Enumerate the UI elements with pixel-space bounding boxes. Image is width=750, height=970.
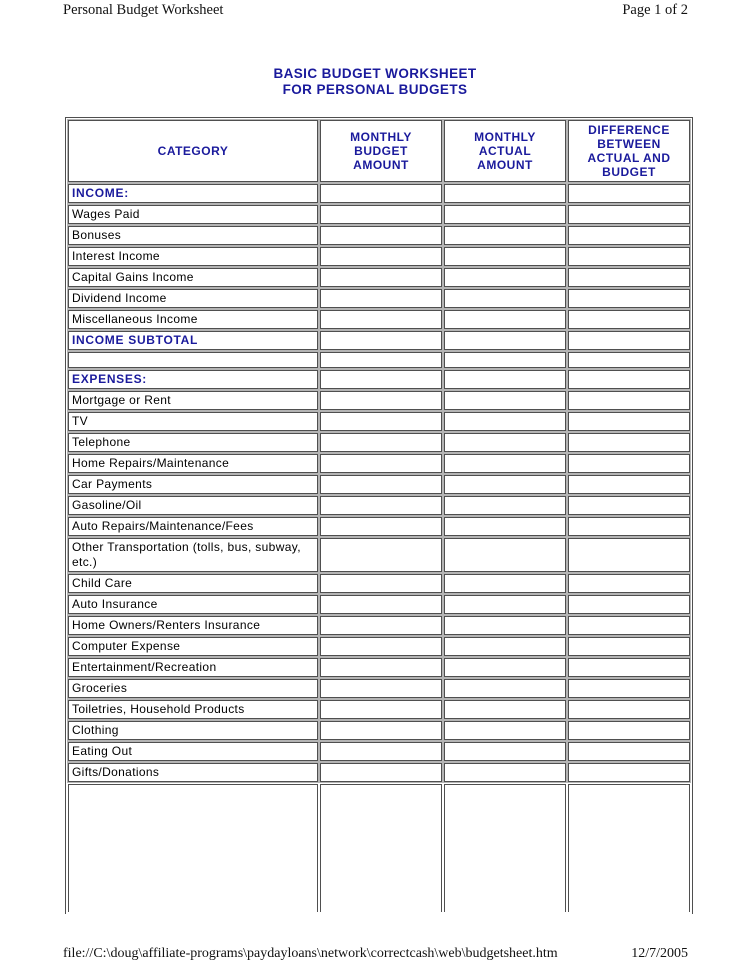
actual-amount-cell <box>444 721 566 740</box>
table-row <box>68 412 690 431</box>
table-row <box>68 595 690 614</box>
budget-amount-cell <box>320 226 442 245</box>
column-header: DIFFERENCE BETWEEN ACTUAL AND BUDGET <box>568 120 690 182</box>
category-cell <box>68 784 318 912</box>
category-cell: Auto Repairs/Maintenance/Fees <box>68 517 318 536</box>
budget-amount-cell <box>320 496 442 515</box>
actual-amount-cell <box>444 352 566 368</box>
category-cell: Dividend Income <box>68 289 318 308</box>
table-row <box>68 784 690 912</box>
budget-amount-cell <box>320 412 442 431</box>
difference-cell <box>568 763 690 782</box>
category-cell: Eating Out <box>68 742 318 761</box>
category-cell: Computer Expense <box>68 637 318 656</box>
actual-amount-cell <box>444 658 566 677</box>
difference-cell <box>568 538 690 572</box>
budget-amount-cell <box>320 700 442 719</box>
actual-amount-cell <box>444 247 566 266</box>
table-row <box>68 370 690 389</box>
budget-amount-cell <box>320 268 442 287</box>
budget-amount-cell <box>320 205 442 224</box>
actual-amount-cell <box>444 475 566 494</box>
budget-amount-cell <box>320 517 442 536</box>
category-cell: TV <box>68 412 318 431</box>
category-cell: Clothing <box>68 721 318 740</box>
category-cell: Miscellaneous Income <box>68 310 318 329</box>
table-row <box>68 310 690 329</box>
table-row <box>68 700 690 719</box>
difference-cell <box>568 331 690 350</box>
actual-amount-cell <box>444 331 566 350</box>
actual-amount-cell <box>444 454 566 473</box>
category-cell: INCOME SUBTOTAL <box>68 331 318 350</box>
actual-amount-cell <box>444 268 566 287</box>
difference-cell <box>568 310 690 329</box>
category-cell: Interest Income <box>68 247 318 266</box>
category-cell: Gifts/Donations <box>68 763 318 782</box>
category-cell: Auto Insurance <box>68 595 318 614</box>
difference-cell <box>568 433 690 452</box>
budget-amount-cell <box>320 184 442 203</box>
table-row <box>68 247 690 266</box>
difference-cell <box>568 391 690 410</box>
category-cell: Entertainment/Recreation <box>68 658 318 677</box>
actual-amount-cell <box>444 784 566 912</box>
table-row <box>68 331 690 350</box>
actual-amount-cell <box>444 763 566 782</box>
budget-amount-cell <box>320 310 442 329</box>
worksheet-title-line2: FOR PERSONAL BUDGETS <box>282 82 468 97</box>
budget-amount-cell <box>320 538 442 572</box>
print-footer <box>63 946 688 962</box>
print-date: 12/7/2005 <box>631 946 688 961</box>
actual-amount-cell <box>444 184 566 203</box>
budget-amount-cell <box>320 616 442 635</box>
table-row <box>68 637 690 656</box>
category-cell: Other Transportation (tolls, bus, subway, etc.) <box>68 538 318 572</box>
worksheet-title-line1: BASIC BUDGET WORKSHEET <box>273 66 477 81</box>
table-row <box>68 538 690 572</box>
difference-cell <box>568 721 690 740</box>
table-row <box>68 742 690 761</box>
column-header: MONTHLY BUDGET AMOUNT <box>320 120 442 182</box>
budget-amount-cell <box>320 454 442 473</box>
table-row <box>68 184 690 203</box>
actual-amount-cell <box>444 574 566 593</box>
category-cell: Groceries <box>68 679 318 698</box>
table-row <box>68 475 690 494</box>
difference-cell <box>568 412 690 431</box>
column-header: MONTHLY ACTUAL AMOUNT <box>444 120 566 182</box>
budget-amount-cell <box>320 721 442 740</box>
actual-amount-cell <box>444 412 566 431</box>
actual-amount-cell <box>444 391 566 410</box>
category-cell: Toiletries, Household Products <box>68 700 318 719</box>
category-cell: Capital Gains Income <box>68 268 318 287</box>
difference-cell <box>568 247 690 266</box>
table-row <box>68 658 690 677</box>
worksheet-title <box>0 66 750 98</box>
category-cell: Home Repairs/Maintenance <box>68 454 318 473</box>
table-header-row <box>68 120 690 182</box>
budget-amount-cell <box>320 370 442 389</box>
actual-amount-cell <box>444 637 566 656</box>
difference-cell <box>568 574 690 593</box>
actual-amount-cell <box>444 496 566 515</box>
difference-cell <box>568 658 690 677</box>
budget-amount-cell <box>320 637 442 656</box>
difference-cell <box>568 454 690 473</box>
actual-amount-cell <box>444 595 566 614</box>
table-row <box>68 616 690 635</box>
budget-amount-cell <box>320 595 442 614</box>
category-cell: EXPENSES: <box>68 370 318 389</box>
table-row <box>68 454 690 473</box>
actual-amount-cell <box>444 616 566 635</box>
table-row <box>68 574 690 593</box>
table-row <box>68 679 690 698</box>
table-row <box>68 289 690 308</box>
table-row <box>68 496 690 515</box>
actual-amount-cell <box>444 742 566 761</box>
actual-amount-cell <box>444 679 566 698</box>
table-row <box>68 433 690 452</box>
actual-amount-cell <box>444 310 566 329</box>
actual-amount-cell <box>444 700 566 719</box>
actual-amount-cell <box>444 226 566 245</box>
table-row <box>68 352 690 368</box>
difference-cell <box>568 784 690 912</box>
table-row <box>68 517 690 536</box>
difference-cell <box>568 637 690 656</box>
category-cell: Home Owners/Renters Insurance <box>68 616 318 635</box>
budget-table <box>65 117 693 914</box>
budget-amount-cell <box>320 331 442 350</box>
file-path: file://C:\doug\affiliate-programs\paydayloans\network\correctcash\web\budgetsheet.htm <box>63 946 558 961</box>
category-cell: Car Payments <box>68 475 318 494</box>
budget-amount-cell <box>320 784 442 912</box>
difference-cell <box>568 226 690 245</box>
category-cell: Mortgage or Rent <box>68 391 318 410</box>
difference-cell <box>568 205 690 224</box>
budget-amount-cell <box>320 247 442 266</box>
difference-cell <box>568 289 690 308</box>
budget-amount-cell <box>320 574 442 593</box>
budget-amount-cell <box>320 763 442 782</box>
table-row <box>68 268 690 287</box>
difference-cell <box>568 517 690 536</box>
difference-cell <box>568 370 690 389</box>
budget-amount-cell <box>320 658 442 677</box>
table-row <box>68 763 690 782</box>
actual-amount-cell <box>444 205 566 224</box>
page-indicator: Page 1 of 2 <box>622 2 688 18</box>
difference-cell <box>568 352 690 368</box>
difference-cell <box>568 700 690 719</box>
table-row <box>68 721 690 740</box>
category-cell: Child Care <box>68 574 318 593</box>
difference-cell <box>568 184 690 203</box>
category-cell: Wages Paid <box>68 205 318 224</box>
table-row <box>68 205 690 224</box>
column-header: CATEGORY <box>68 120 318 182</box>
category-cell: INCOME: <box>68 184 318 203</box>
budget-amount-cell <box>320 679 442 698</box>
budget-amount-cell <box>320 742 442 761</box>
actual-amount-cell <box>444 370 566 389</box>
category-cell: Telephone <box>68 433 318 452</box>
table-row <box>68 391 690 410</box>
budget-amount-cell <box>320 391 442 410</box>
print-header <box>63 2 688 19</box>
difference-cell <box>568 742 690 761</box>
budget-amount-cell <box>320 289 442 308</box>
difference-cell <box>568 679 690 698</box>
difference-cell <box>568 496 690 515</box>
category-cell: Gasoline/Oil <box>68 496 318 515</box>
budget-amount-cell <box>320 433 442 452</box>
actual-amount-cell <box>444 433 566 452</box>
actual-amount-cell <box>444 538 566 572</box>
actual-amount-cell <box>444 289 566 308</box>
table-row <box>68 226 690 245</box>
difference-cell <box>568 268 690 287</box>
difference-cell <box>568 616 690 635</box>
difference-cell <box>568 475 690 494</box>
budget-amount-cell <box>320 475 442 494</box>
difference-cell <box>568 595 690 614</box>
category-cell <box>68 352 318 368</box>
budget-amount-cell <box>320 352 442 368</box>
document-header-title: Personal Budget Worksheet <box>63 2 224 18</box>
actual-amount-cell <box>444 517 566 536</box>
category-cell: Bonuses <box>68 226 318 245</box>
